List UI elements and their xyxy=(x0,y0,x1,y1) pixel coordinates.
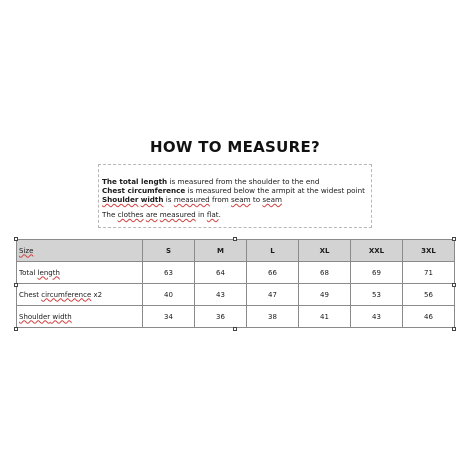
cell: 38 xyxy=(247,306,299,328)
table-row xyxy=(17,306,455,328)
cell: 69 xyxy=(351,262,403,284)
resize-handle-middle-right[interactable] xyxy=(452,283,456,287)
cell: 43 xyxy=(351,306,403,328)
header-3xl: 3XL xyxy=(403,240,455,262)
cell: 43 xyxy=(195,284,247,306)
cell: 40 xyxy=(143,284,195,306)
info-line-total-length: The total length is measured from the shoulder to the end xyxy=(102,177,320,186)
info-line-chest: Chest circumference is measured below the armpit at the widest point xyxy=(102,186,365,195)
cell: 64 xyxy=(195,262,247,284)
resize-handle-bottom-left[interactable] xyxy=(14,327,18,331)
info-line-flat: The clothes are measured in flat. xyxy=(102,210,221,219)
resize-handle-bottom-middle[interactable] xyxy=(233,327,237,331)
size-table-container[interactable] xyxy=(16,239,454,328)
resize-handle-top-right[interactable] xyxy=(452,237,456,241)
cell: 56 xyxy=(403,284,455,306)
table-header-row xyxy=(17,240,455,262)
page-title: HOW TO MEASURE? xyxy=(149,138,321,156)
cell: 46 xyxy=(403,306,455,328)
cell: 36 xyxy=(195,306,247,328)
resize-handle-top-middle[interactable] xyxy=(233,237,237,241)
cell: 71 xyxy=(403,262,455,284)
cell: 34 xyxy=(143,306,195,328)
table-row xyxy=(17,262,455,284)
cell: 41 xyxy=(299,306,351,328)
header-m: M xyxy=(195,240,247,262)
header-xxl: XXL xyxy=(351,240,403,262)
resize-handle-bottom-right[interactable] xyxy=(452,327,456,331)
header-l: L xyxy=(247,240,299,262)
size-table xyxy=(16,239,455,328)
header-xl: XL xyxy=(299,240,351,262)
row-label-shoulder: Shoulder width xyxy=(17,306,143,328)
resize-handle-top-left[interactable] xyxy=(14,237,18,241)
header-size: Size xyxy=(17,240,143,262)
cell: 63 xyxy=(143,262,195,284)
cell: 49 xyxy=(299,284,351,306)
info-line-shoulder: Shoulder width is measured from seam to seam xyxy=(102,195,282,204)
cell: 53 xyxy=(351,284,403,306)
cell: 68 xyxy=(299,262,351,284)
table-row xyxy=(17,284,455,306)
row-label-chest: Chest circumference x2 xyxy=(17,284,143,306)
row-label-total-length: Total length xyxy=(17,262,143,284)
resize-handle-middle-left[interactable] xyxy=(14,283,18,287)
cell: 66 xyxy=(247,262,299,284)
cell: 47 xyxy=(247,284,299,306)
measurement-info-box xyxy=(98,164,372,228)
header-s: S xyxy=(143,240,195,262)
